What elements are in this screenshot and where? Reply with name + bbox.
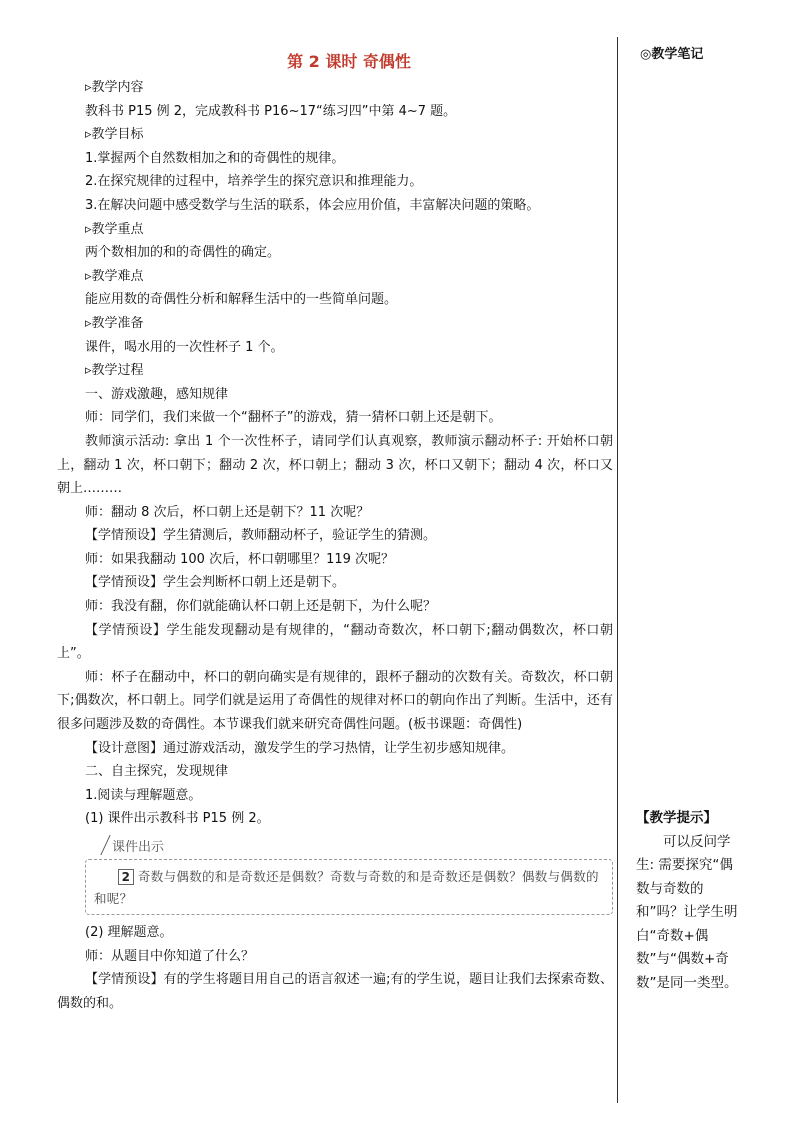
lesson-content (57, 76, 613, 831)
column-divider (617, 37, 618, 1103)
text-line: 师：杯子在翻动中，杯口的朝向确实是有规律的，跟杯子翻动的次数有关。奇数次，杯口朝下;偶数次，杯口朝上。同学们就是运用了奇偶性的规律对杯口的朝向作出了判断。生活中，还有很多问题涉及数的奇偶性。本节课我们就来研究奇偶性问题。(板书课题：奇偶性) (57, 669, 613, 733)
text-line: ▹教学难点 (85, 268, 144, 284)
text-line: ▹教学重点 (85, 221, 144, 237)
courseware-tab (85, 835, 164, 855)
page-title: 第 2 课时 奇偶性 (287, 52, 411, 71)
teaching-tip-title: 【教学提示】 (636, 810, 717, 826)
text-line: 师：如果我翻动 100 次后，杯口朝哪里？119 次呢？ (85, 551, 395, 567)
text-line: 师：我没有翻，你们就能确认杯口朝上还是朝下，为什么呢？ (85, 599, 437, 615)
text-line: 【学情预设】学生能发现翻动是有规律的，“翻动奇数次，杯口朝下;翻动偶数次，杯口朝上”。 (57, 622, 613, 662)
text-line: 课件，喝水用的一次性杯子 1 个。 (85, 339, 284, 355)
text-line: 【学情预设】学生会判断杯口朝上还是朝下。 (85, 575, 346, 591)
text-line: ▹教学过程 (85, 363, 144, 379)
text-line: 能应用数的奇偶性分析和解释生活中的一些简单问题。 (85, 292, 398, 308)
courseware-content (85, 859, 613, 915)
text-line: 教师演示活动: 拿出 1 个一次性杯子，请同学们认真观察，教师演示翻动杯子: 开始杯口朝上，翻动 1 次，杯口朝下；翻动 2 次，杯口朝上；翻动 3 次，杯口又朝下；翻动 4 次，杯口又朝上……… (57, 433, 613, 497)
text-line: 2.在探究规律的过程中，培养学生的探究意识和推理能力。 (85, 174, 423, 190)
text-line: 师：翻动 8 次后，杯口朝上还是朝下？11 次呢？ (85, 504, 370, 520)
text-line: 师：同学们，我们来做一个“翻杯子”的游戏，猜一猜杯口朝上还是朝下。 (85, 410, 502, 426)
tab-slash-decoration (84, 835, 110, 855)
text-line: 一、游戏激趣，感知规律 (85, 386, 229, 402)
text-line: 二、自主探究，发现规律 (85, 764, 229, 780)
lesson-content-continued (57, 921, 613, 1015)
text-line: 【学情预设】有的学生将题目用自己的语言叙述一遍;有的学生说，题目让我们去探索奇数、偶数的和。 (57, 972, 613, 1011)
text-line: 1.阅读与理解题意。 (85, 787, 202, 803)
text-line: 教科书 P15 例 2，完成教科书 P16~17“练习四”中第 4~7 题。 (85, 103, 457, 119)
text-line: (1) 课件出示教科书 P15 例 2。 (85, 811, 270, 827)
text-line: (2) 理解题意。 (85, 925, 173, 940)
lesson-plan-body (57, 48, 613, 1015)
text-line: 3.在解决问题中感受数学与生活的联系，体会应用价值，丰富解决问题的策略。 (85, 197, 540, 213)
example-question-text: 奇数与偶数的和是奇数还是偶数？奇数与奇数的和是奇数还是偶数？偶数与偶数的和呢？ (94, 869, 599, 906)
text-line: 师：从题目中你知道了什么？ (85, 948, 255, 964)
text-line: 两个数相加的和的奇偶性的确定。 (85, 245, 281, 261)
text-line: ▹教学内容 (85, 80, 144, 95)
courseware-box (85, 835, 613, 915)
notes-title: ◎教学笔记 (640, 47, 704, 62)
notes-column (626, 45, 736, 65)
text-line: 【学情预设】学生猜测后，教师翻动杯子，验证学生的猜测。 (85, 528, 437, 544)
text-line: ▹教学准备 (85, 315, 144, 331)
text-line: 【设计意图】通过游戏活动，激发学生的学习热情，让学生初步感知规律。 (85, 740, 515, 756)
teaching-tip-body: 可以反问学生: 需要探究“偶数与奇数的和”吗？让学生明白“奇数+偶数”与“偶数+奇数”是同一类型。 (636, 833, 738, 991)
text-line: ▹教学目标 (85, 127, 144, 143)
example-number-badge: 2 (118, 869, 134, 885)
courseware-tab-label: 课件出示 (112, 839, 165, 855)
teaching-tip (636, 807, 738, 995)
text-line: 1.掌握两个自然数相加之和的奇偶性的规律。 (85, 150, 345, 166)
